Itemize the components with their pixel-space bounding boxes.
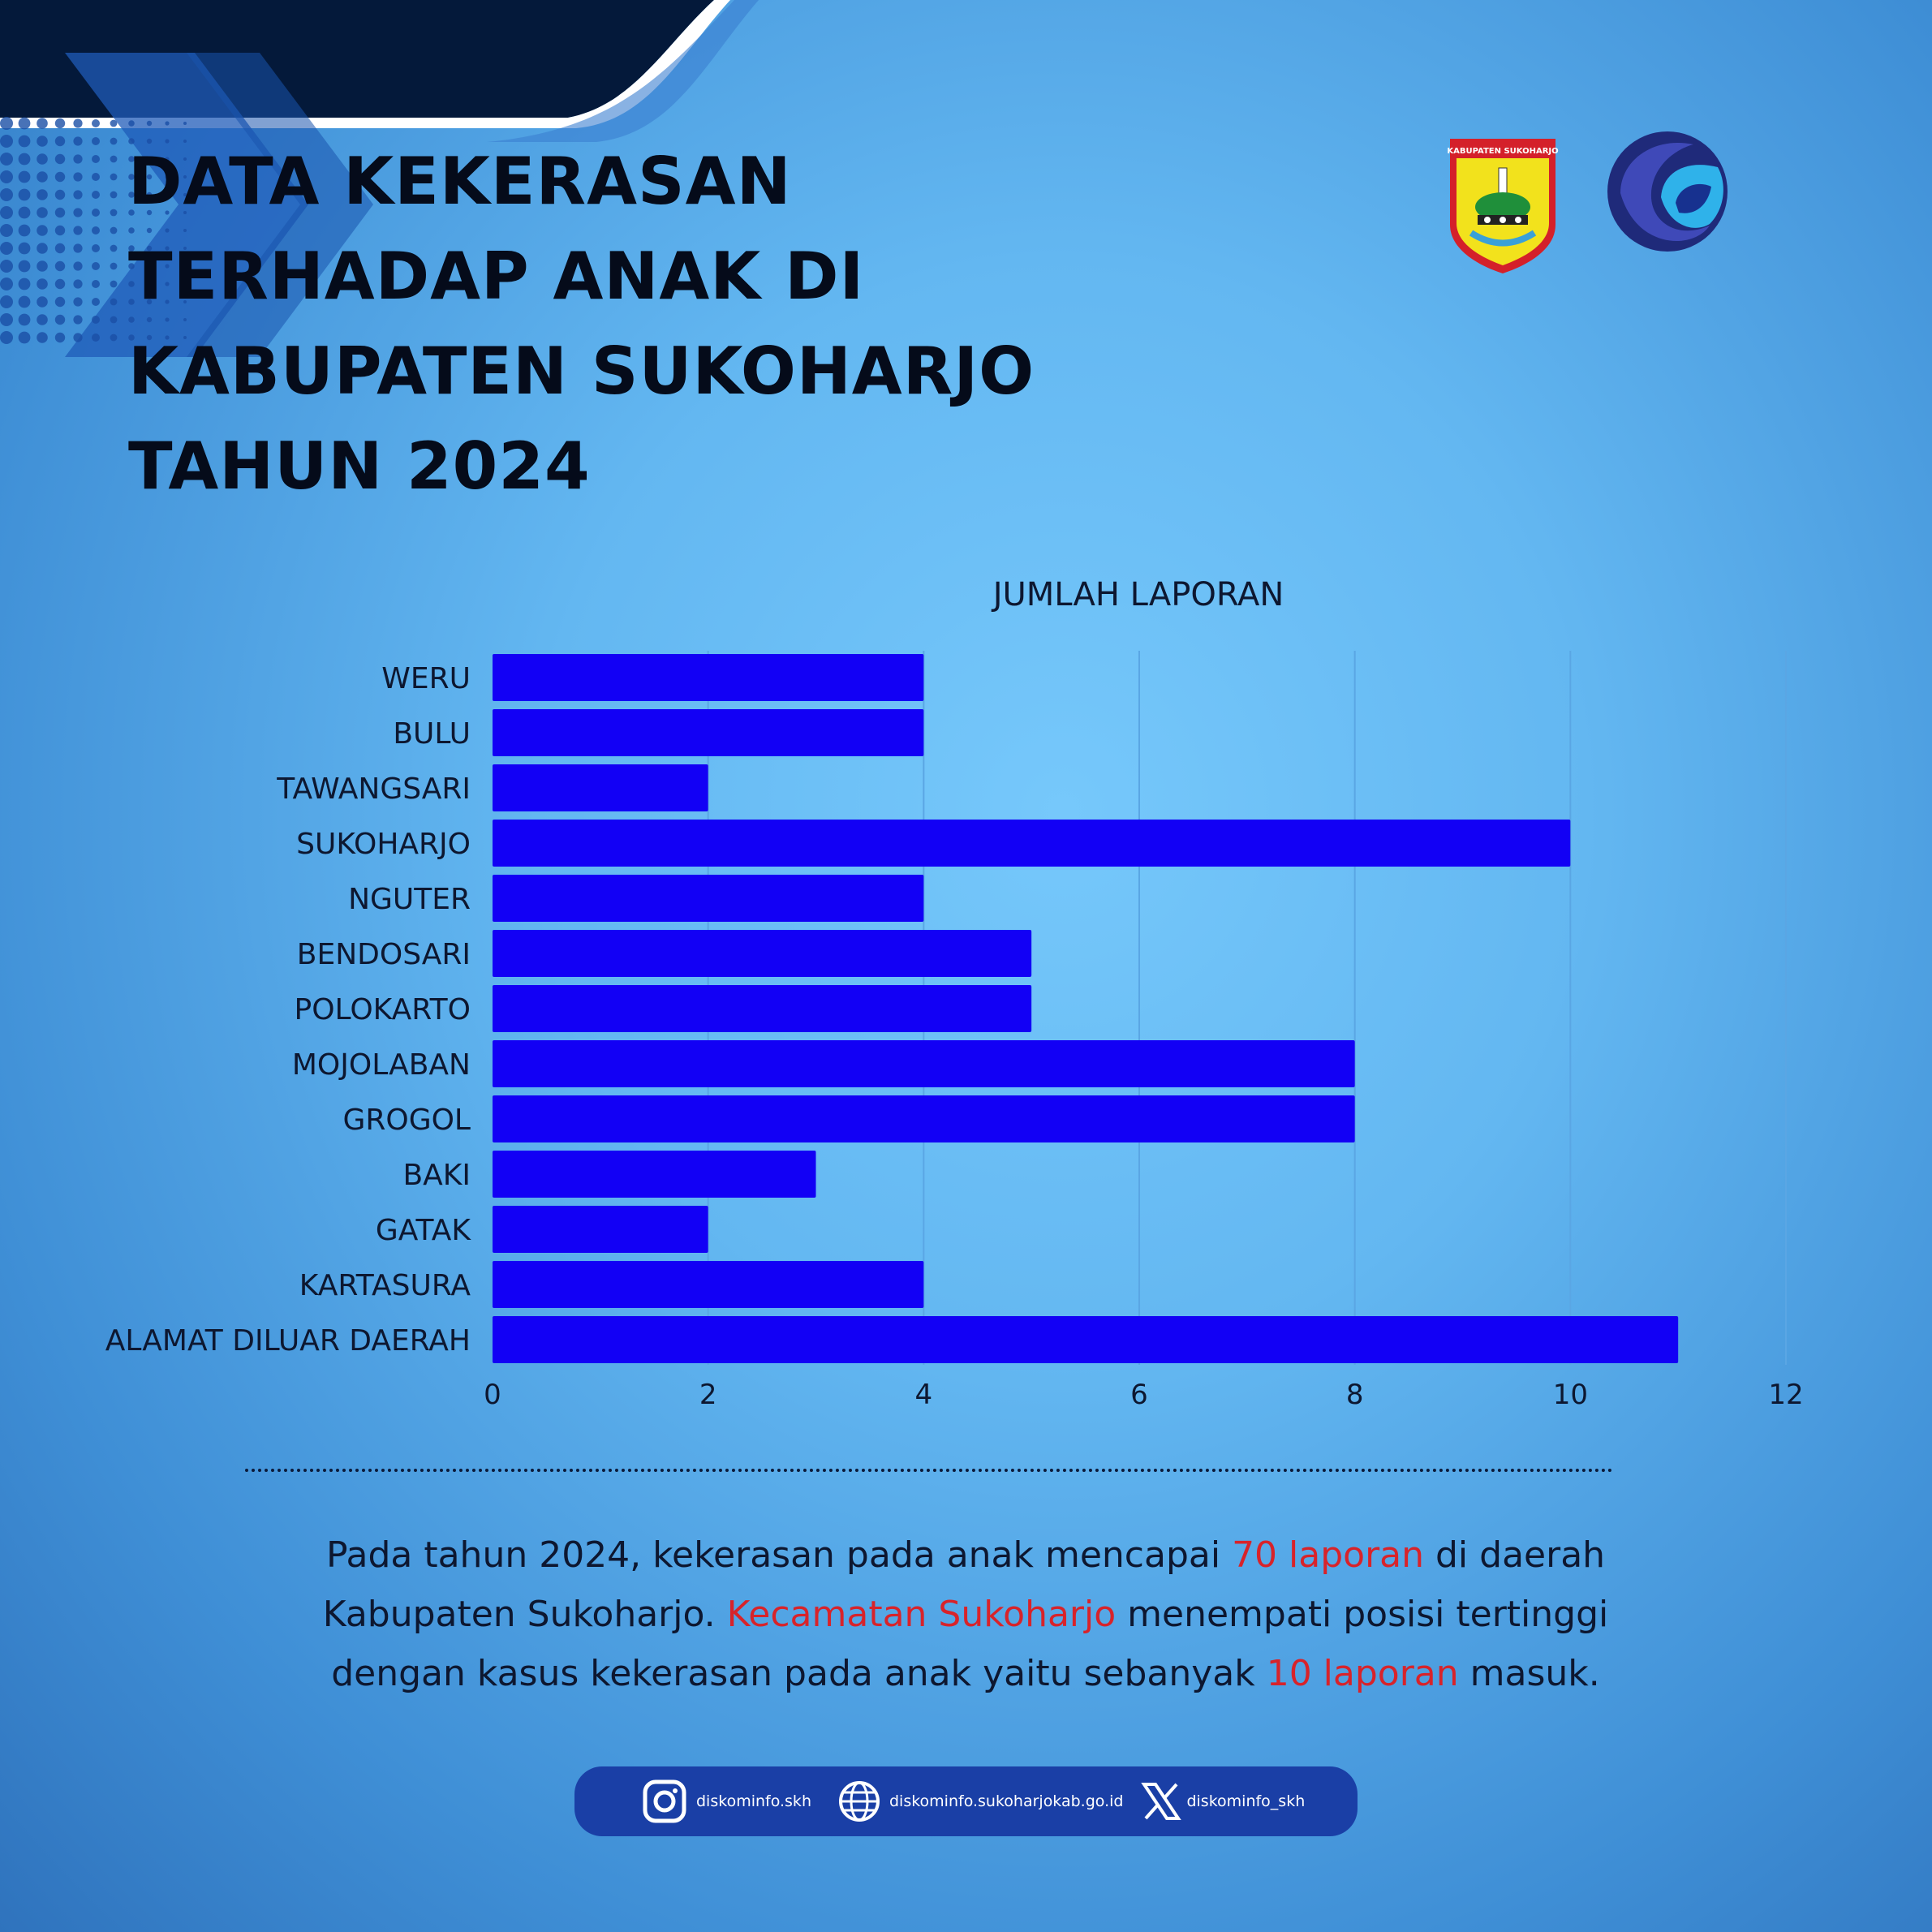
category-label: GATAK [375, 1214, 471, 1247]
bar-sukoharjo [493, 820, 1570, 867]
category-label: BULU [393, 717, 471, 751]
bar-bendosari [493, 930, 1031, 977]
sukoharjo-crest-logo [1447, 136, 1559, 275]
x-tick-label: 2 [699, 1379, 717, 1411]
category-label: POLOKARTO [294, 993, 471, 1026]
globe-icon [837, 1779, 881, 1823]
bar-mojolaban [493, 1040, 1355, 1087]
category-label: MOJOLABAN [291, 1048, 471, 1082]
footer-instagram[interactable] [643, 1779, 811, 1823]
bar-gatak [493, 1206, 708, 1253]
footer-website[interactable] [837, 1779, 1123, 1823]
instagram-icon [643, 1779, 686, 1823]
title-line: TERHADAP ANAK DI [128, 239, 865, 314]
bar-weru [493, 654, 923, 701]
summary-text-part: dengan kasus kekerasan pada anak yaitu sebanyak [331, 1653, 1267, 1694]
category-label: BAKI [402, 1159, 471, 1192]
summary-text-part: menempati posisi tertinggi [1116, 1594, 1609, 1635]
x-tick-label: 6 [1130, 1379, 1148, 1411]
summary-text-part: Pada tahun 2024, kekerasan pada anak mencapai [325, 1534, 1233, 1576]
instagram-handle: diskominfo.skh [696, 1792, 811, 1810]
website-url: diskominfo.sukoharjokab.go.id [889, 1792, 1124, 1810]
divider [245, 1469, 1613, 1472]
chart-title: JUMLAH LAPORAN [992, 576, 1284, 613]
bar-nguter [493, 875, 923, 922]
summary-highlight: 70 laporan [1232, 1534, 1425, 1576]
summary-text [243, 1525, 1688, 1703]
category-label: BENDOSARI [296, 938, 471, 971]
category-label: NGUTER [348, 883, 471, 916]
x-handle: diskominfo_skh [1186, 1792, 1306, 1810]
category-label: WERU [381, 662, 471, 695]
page-title [128, 134, 1035, 514]
footer-x[interactable] [1141, 1781, 1305, 1822]
bar-polokarto [493, 985, 1031, 1032]
bar-tawangsari [493, 764, 708, 811]
title-line: DATA KEKERASAN [128, 144, 792, 219]
x-tick-label: 12 [1768, 1379, 1804, 1411]
x-icon [1141, 1781, 1181, 1822]
x-tick-label: 4 [914, 1379, 933, 1411]
x-tick-label: 10 [1552, 1379, 1588, 1411]
category-label: KARTASURA [299, 1269, 471, 1302]
logo-text: KABUPATEN SUKOHARJO [1447, 147, 1559, 156]
kominfo-logo [1604, 128, 1731, 255]
summary-highlight: Kecamatan Sukoharjo [726, 1594, 1117, 1635]
x-tick-label: 8 [1345, 1379, 1364, 1411]
summary-text-part: masuk. [1458, 1653, 1600, 1694]
title-line: TAHUN 2024 [128, 428, 591, 504]
bar-chart [0, 560, 1932, 1436]
bar-bulu [493, 709, 923, 756]
bar-grogol [493, 1095, 1355, 1142]
summary-text-part: Kabupaten Sukoharjo. [322, 1594, 727, 1635]
title-line: KABUPATEN SUKOHARJO [128, 333, 1035, 409]
category-label: GROGOL [342, 1104, 471, 1137]
summary-line [243, 1585, 1688, 1644]
summary-highlight: 10 laporan [1266, 1653, 1459, 1694]
category-label: SUKOHARJO [296, 828, 471, 861]
category-label: ALAMAT DILUAR DAERAH [105, 1324, 471, 1358]
bar-baki [493, 1151, 816, 1198]
summary-line [243, 1644, 1688, 1703]
bar-kartasura [493, 1261, 923, 1308]
summary-line [243, 1525, 1688, 1585]
category-label: TAWANGSARI [277, 772, 471, 806]
summary-text-part: di daerah [1424, 1534, 1606, 1576]
x-tick-label: 0 [484, 1379, 501, 1411]
footer-social-bar [574, 1766, 1358, 1836]
bar-alamat-diluar-daerah [493, 1316, 1678, 1363]
